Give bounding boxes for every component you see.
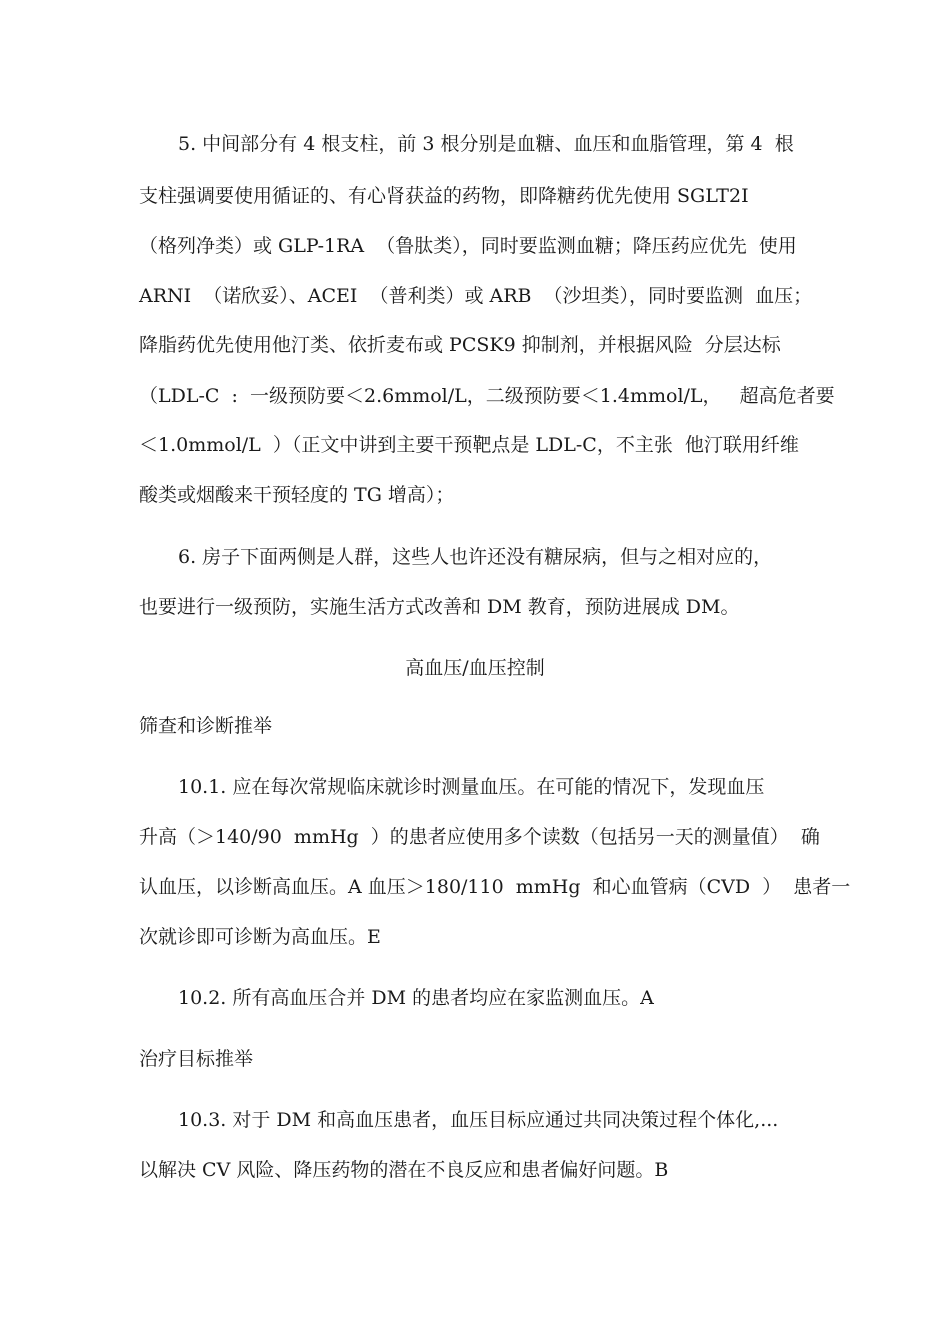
- subheading-screening: 筛查和诊断推举: [139, 715, 273, 737]
- paragraph-5-line: 5. 中间部分有 4 根支柱，前 3 根分别是血糖、血压和血脂管理，第 4 根: [178, 133, 794, 155]
- paragraph-5-line: （LDL-C : 一级预防要＜2.6mmol/L，二级预防要＜1.4mmol/L， 超高危者要: [139, 385, 835, 407]
- section-title: 高血压/血压控制: [405, 657, 545, 679]
- paragraph-5-line: ARNI （诺欣妥）、ACEI （普利类）或 ARB （沙坦类），同时要监测 血压；: [139, 285, 813, 307]
- paragraph-6-line: 6. 房子下面两侧是人群，这些人也许还没有糖尿病，但与之相对应的，: [178, 546, 773, 568]
- paragraph-5-line: 酸类或烟酸来干预轻度的 TG 增高）；: [139, 484, 455, 506]
- recommendation-10-2: 10.2. 所有高血压合并 DM 的患者均应在家监测血压。A: [178, 987, 654, 1009]
- recommendation-10-1-line: 认血压，以诊断高血压。A 血压＞180/110 mmHg 和心血管病（CVD ） 患者一: [139, 876, 851, 898]
- recommendation-10-3-line: 以解决 CV 风险、降压药物的潜在不良反应和患者偏好问题。B: [139, 1159, 669, 1181]
- subheading-targets: 治疗目标推举: [139, 1048, 254, 1070]
- paragraph-6-line: 也要进行一级预防，实施生活方式改善和 DM 教育，预防进展成 DM。: [139, 596, 740, 618]
- recommendation-10-1-line: 次就诊即可诊断为高血压。E: [139, 926, 381, 948]
- paragraph-5-line: ＜1.0mmol/L ）（正文中讲到主要干预靶点是 LDL-C，不主张 他汀联用纤维: [139, 434, 799, 456]
- paragraph-5-line: 支柱强调要使用循证的、有心肾获益的药物，即降糖药优先使用 SGLT2I: [139, 185, 749, 207]
- recommendation-10-3-line: 10.3. 对于 DM 和高血压患者，血压目标应通过共同决策过程个体化,...: [178, 1109, 779, 1131]
- recommendation-10-1-line: 升高（＞140/90 mmHg ）的患者应使用多个读数（包括另一天的测量值） 确: [139, 826, 820, 848]
- recommendation-10-1-line: 10.1. 应在每次常规临床就诊时测量血压。在可能的情况下，发现血压: [178, 776, 765, 798]
- paragraph-5-line: 降脂药优先使用他汀类、依折麦布或 PCSK9 抑制剂，并根据风险 分层达标: [139, 334, 781, 356]
- paragraph-5-line: （格列净类）或 GLP-1RA （鲁肽类），同时要监测血糖；降压药应优先 使用: [139, 235, 797, 257]
